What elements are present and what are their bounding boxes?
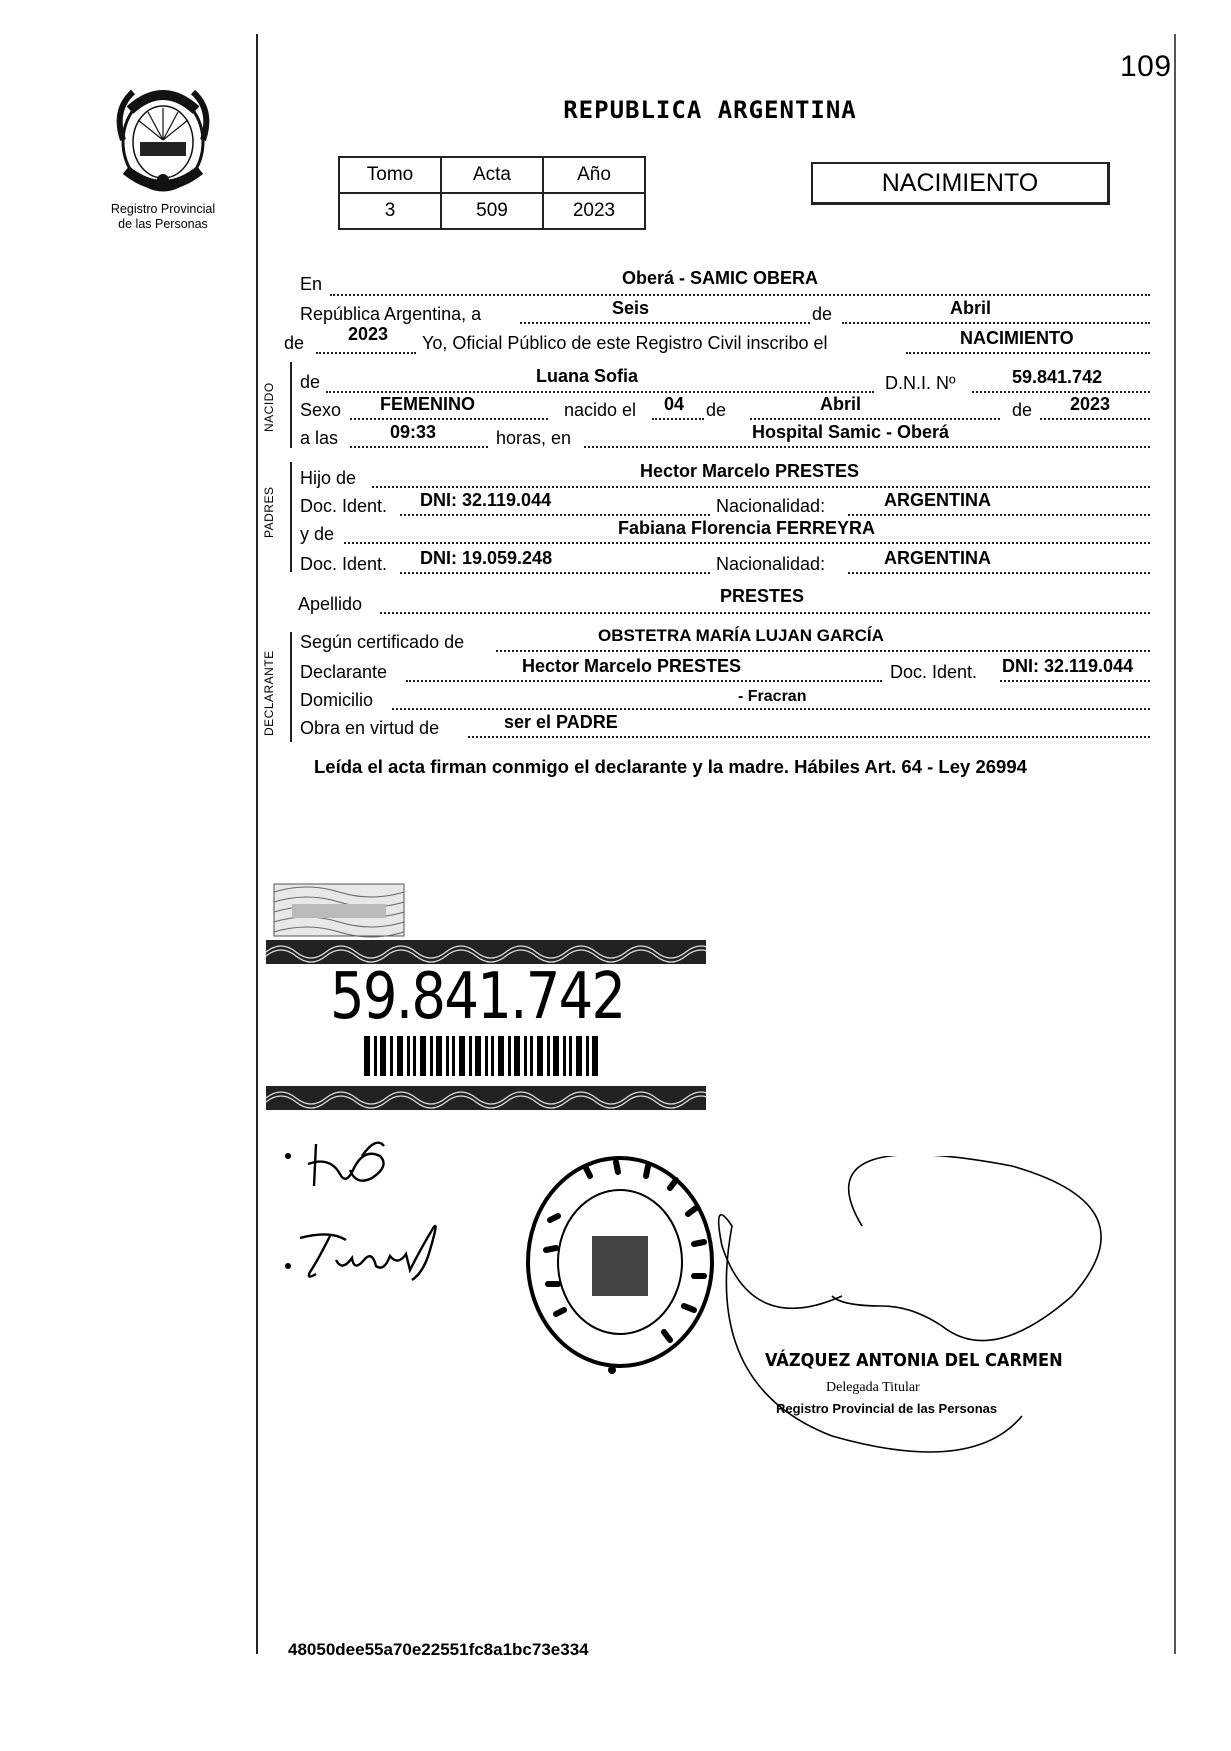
dotted-line (468, 736, 1150, 738)
declarante-value: Hector Marcelo PRESTES (522, 656, 742, 676)
obra-value: ser el PADRE (504, 712, 618, 732)
sexo-label: Sexo (300, 400, 342, 420)
dotted-line (848, 514, 1150, 516)
birth-de-label-2: de (1012, 400, 1033, 420)
child-name-value: Luana Sofia (536, 366, 639, 386)
declarante-doc-value: DNI: 32.119.044 (1002, 656, 1134, 676)
dotted-line (906, 352, 1150, 354)
registry-seal-icon (520, 1150, 720, 1380)
dotted-line (406, 680, 882, 682)
dotted-line (584, 446, 1150, 448)
act-type-box: NACIMIENTO (811, 162, 1110, 205)
dotted-line (326, 391, 874, 393)
closing-note: Leída el acta firman conmigo el declarante y la madre. Hábiles Art. 64 - Ley 26994 (314, 756, 1027, 777)
province-coat-of-arms-icon (108, 80, 218, 200)
oficial-text: Yo, Oficial Público de este Registro Civil inscribo el (422, 333, 828, 353)
birth-place-value: Hospital Samic - Oberá (752, 422, 950, 442)
registry-label-line2: de las Personas (118, 217, 208, 231)
record-table-value-row (339, 193, 645, 229)
father-name-value: Hector Marcelo PRESTES (640, 461, 860, 481)
dotted-line (316, 352, 416, 354)
a-las-label: a las (300, 428, 339, 448)
signatory-role: Delegada Titular (826, 1380, 920, 1395)
security-band-bottom (266, 1086, 706, 1110)
header-tomo: Tomo (339, 157, 441, 193)
padres-section-label: PADRES (262, 486, 276, 538)
dotted-line (496, 650, 1150, 652)
en-value: Oberá - SAMIC OBERA (622, 268, 819, 288)
padres-brace (290, 462, 292, 572)
domicilio-value: - Fracran (738, 688, 807, 705)
time-value: 09:33 (390, 422, 437, 442)
record-table-header-row (339, 157, 645, 193)
dotted-line (842, 322, 1150, 324)
dotted-line (372, 486, 1150, 488)
document-title: REPUBLICA ARGENTINA (563, 96, 857, 124)
dotted-line (652, 418, 704, 420)
birth-de-label: de (706, 400, 727, 420)
mother-nationality-value: ARGENTINA (884, 548, 991, 568)
apellido-value: PRESTES (720, 586, 805, 606)
birth-year-value: 2023 (1070, 394, 1111, 414)
dotted-line (330, 294, 1150, 296)
inscribo-value: NACIMIENTO (960, 328, 1074, 348)
dotted-line (1000, 680, 1150, 682)
child-dni-value: 59.841.742 (1012, 367, 1103, 387)
barcode-icon (364, 1036, 604, 1076)
mother-signature-icon (280, 1210, 460, 1300)
y-de-label: y de (300, 524, 335, 544)
day-value: Seis (612, 298, 650, 318)
mother-doc-label: Doc. Ident. (300, 554, 388, 574)
header-acta: Acta (441, 157, 543, 193)
horas-label: horas, en (496, 428, 572, 448)
birth-day-value: 04 (664, 394, 685, 414)
nacido-section-label: NACIDO (262, 382, 276, 432)
value-tomo: 3 (339, 193, 441, 229)
nacido-de-label: de (300, 372, 321, 392)
dni-label: D.N.I. Nº (885, 373, 956, 393)
registry-label (90, 202, 236, 232)
registry-label-line1: Registro Provincial (110, 202, 216, 216)
signatory-organization: Registro Provincial de las Personas (776, 1401, 998, 1416)
father-nationality-value: ARGENTINA (884, 490, 991, 510)
hijo-de-label: Hijo de (300, 468, 357, 488)
record-table (338, 156, 646, 230)
nacido-el-label: nacido el (564, 400, 637, 420)
declarant-signature-icon (280, 1126, 420, 1206)
right-margin-line (1174, 34, 1176, 1654)
year-value: 2023 (348, 324, 389, 344)
dni-number-label: 59.841.742 (330, 960, 625, 1034)
value-anio: 2023 (543, 193, 645, 229)
document-hash: 48050dee55a70e22551fc8a1bc73e334 (288, 1640, 589, 1659)
dotted-line (392, 708, 1150, 710)
declarante-doc-label: Doc. Ident. (890, 662, 978, 682)
en-label: En (300, 274, 323, 294)
dotted-line (380, 612, 1150, 614)
certificado-label: Según certificado de (300, 632, 465, 652)
signatory-name: VÁZQUEZ ANTONIA DEL CARMEN (765, 1350, 1063, 1371)
dotted-line (1040, 418, 1150, 420)
dotted-line (400, 514, 710, 516)
dotted-line (750, 418, 1000, 420)
dotted-line (520, 322, 810, 324)
obra-label: Obra en virtud de (300, 718, 440, 738)
apellido-label: Apellido (298, 594, 363, 614)
year-prefix-label: de (284, 333, 305, 353)
page-number: 109 (1120, 50, 1172, 83)
mother-nationality-label: Nacionalidad: (716, 554, 826, 574)
value-acta: 509 (441, 193, 543, 229)
dotted-line (350, 446, 488, 448)
dotted-line (344, 542, 1150, 544)
declarante-section-label: DECLARANTE (262, 650, 276, 736)
de-label: de (812, 304, 833, 324)
declarante-brace (290, 632, 292, 742)
sexo-value: FEMENINO (380, 394, 476, 414)
father-doc-value: DNI: 32.119.044 (420, 490, 552, 510)
left-margin-line (256, 34, 258, 1654)
dotted-line (972, 391, 1150, 393)
declarante-label: Declarante (300, 662, 388, 682)
dotted-line (350, 418, 548, 420)
header-anio: Año (543, 157, 645, 193)
security-stamp-icon (272, 882, 406, 938)
father-nationality-label: Nacionalidad: (716, 496, 826, 516)
mother-name-value: Fabiana Florencia FERREYRA (618, 518, 876, 538)
month-value: Abril (950, 298, 992, 318)
birth-month-value: Abril (820, 394, 862, 414)
certificado-value: OBSTETRA MARÍA LUJAN GARCÍA (598, 626, 884, 645)
mother-doc-value: DNI: 19.059.248 (420, 548, 553, 568)
father-doc-label: Doc. Ident. (300, 496, 388, 516)
republica-label: República Argentina, a (300, 304, 482, 324)
dotted-line (848, 572, 1150, 574)
dotted-line (400, 572, 710, 574)
domicilio-label: Domicilio (300, 690, 374, 710)
nacido-brace (290, 362, 292, 448)
